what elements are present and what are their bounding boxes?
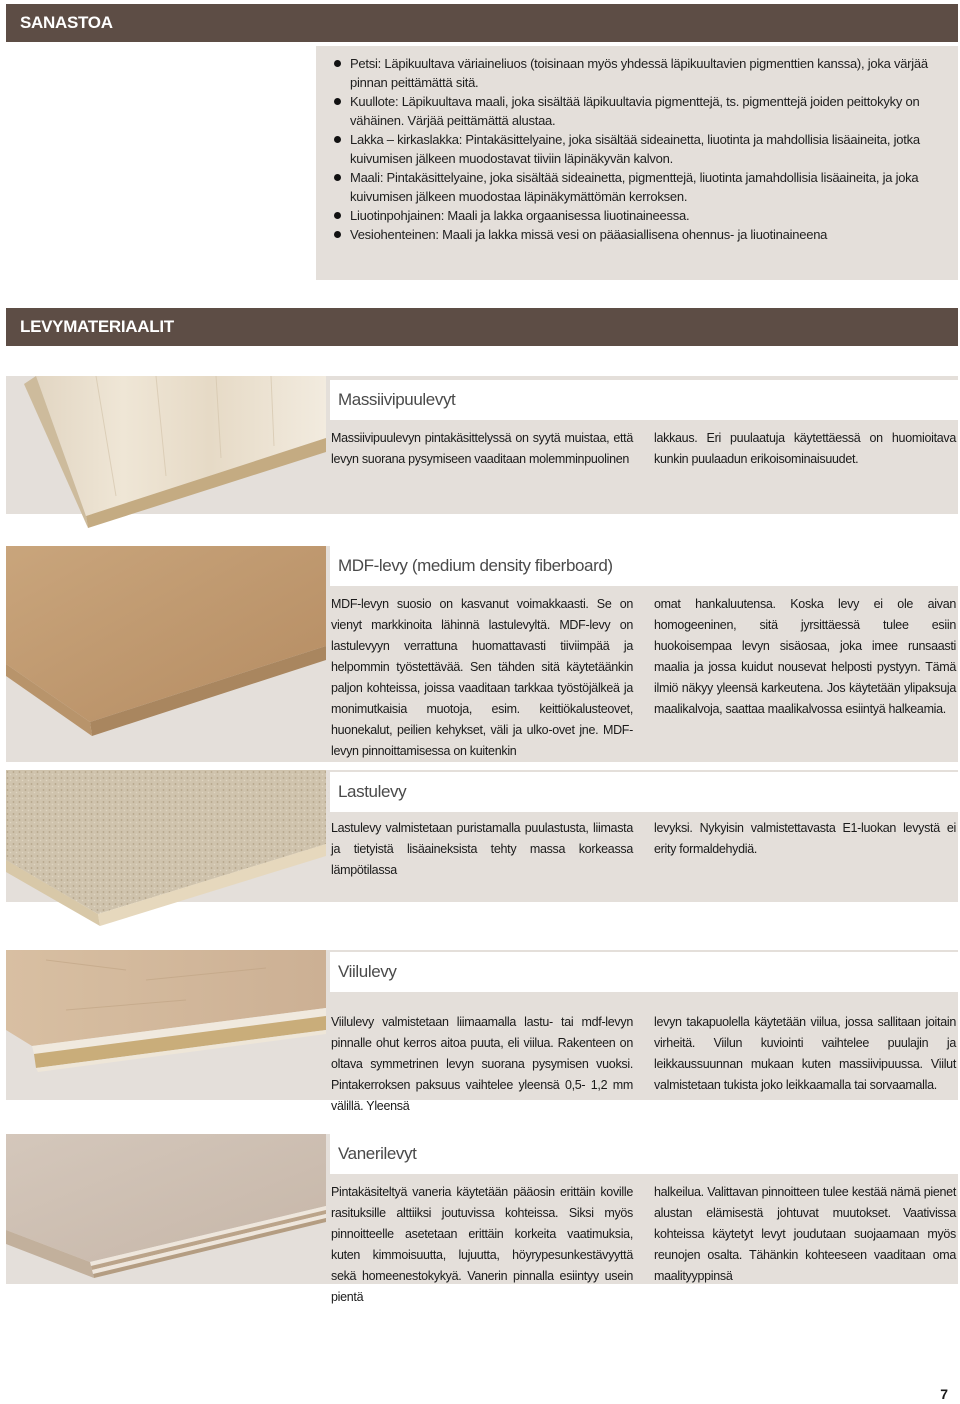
particle-board-image (6, 770, 326, 930)
page-number: 7 (940, 1386, 948, 1402)
material-title: MDF-levy (medium density fiberboard) (330, 546, 958, 586)
veneer-board-image (6, 950, 326, 1090)
material-text-left: Viilulevy valmistetaan liimaamalla lastu- tai mdf-levyn pinnalle ohut kerros aitoa puuta, eli viilua. Rakenteen on oltava symmetrinen levyn suorana pysymisen vuoksi. Pintakerroksen paksuus vaihtelee yleensä 0,5- 1,2 mm välillä. Yleensä (331, 1015, 633, 1113)
plywood-board-image (6, 1134, 326, 1284)
glossary-item: Lakka – kirkaslakka: Pintakäsittelyaine, joka sisältää sideainetta, liuotinta ja mahdollisia lisäaineita, jotka kuivumisen jälkeen muodostavat tiiviin läpinäkyvän kalvon. (334, 130, 944, 168)
glossary-box (316, 46, 958, 280)
glossary-item: Petsi: Läpikuultava väriaineliuos (toisinaan myös yhdessä läpikuultavien pigmenttien kanssa), joka värjää pinnan peittämättä sitä. (334, 54, 944, 92)
material-text-right: omat hankaluutensa. Koska levy ei ole aivan homogeeninen, sitä jyrsittäessä tulee esiin huokoisempaa levyn sisäosaa, joka imee runsaasti maalia ja jossa kuidut nousevat helposti pystyyn. Tämä ilmiö näkyy yleensä karkeutena. Jos käytetään ylipaksuja maalikalvoja, saattaa maalikalvossa esiintyä halkeamia. (654, 597, 956, 716)
glossary-list (334, 54, 944, 244)
section-header-levymateriaalit: LEVYMATERIAALIT (6, 308, 958, 346)
mdf-board-image (6, 546, 326, 742)
material-title: Viilulevy (330, 952, 958, 992)
solid-wood-board-image (6, 376, 326, 544)
glossary-item: Liuotinpohjainen: Maali ja lakka orgaanisessa liuotinaineessa. (334, 206, 944, 225)
material-text-left: Lastulevy valmistetaan puristamalla puulastusta, liimasta ja tietyistä lisäaineksista tehty massa korkeassa lämpötilassa (331, 821, 633, 877)
material-text-right: halkeilua. Valittavan pinnoitteen tulee kestää nämä pienet alustan elämisestä johtuvat muutokset. Vaativissa kohteissa käytetyt levyt joudutaan suojaamaan myös reunojen osalta. Tähänkin kohteeseen vaaditaan oma maalityyppinsä (654, 1185, 956, 1283)
glossary-item: Maali: Pintakäsittelyaine, joka sisältää sideainetta, pigmenttejä, liuotinta jamahdollisia lisäaineita, ja joka kuivumisen jälkeen muodostaa läpinäkymättömän kerroksen. (334, 168, 944, 206)
section-header-sanastoa: SANASTOA (6, 4, 958, 42)
material-text-right: levyn takapuolella käytetään viilua, jossa sallitaan joitain virheitä. Viilun kuviointi vaihtelee puulajin ja leikkaussuunnan mukaan kuten massiivipuussa. Viilut valmistetaan tukista joko leikkaamalla tai sorvaamalla. (654, 1015, 956, 1092)
material-title: Lastulevy (330, 772, 958, 812)
material-text-right: lakkaus. Eri puulaatuja käytettäessä on huomioitava kunkin puulaadun erikoisominaisuudet. (654, 431, 956, 466)
glossary-item: Vesiohenteinen: Maali ja lakka missä vesi on pääasiallisena ohennus- ja liuotinaineena (334, 225, 944, 244)
glossary-item: Kuullote: Läpikuultava maali, joka sisältää läpikuultavia pigmenttejä, ts. pigmenttejä joiden peittokyky on vähäinen. Värjää peittämättä alustaa. (334, 92, 944, 130)
material-text-left: MDF-levyn suosio on kasvanut voimakkaasti. Se on vienyt markkinoita lähinnä lastulevyltä. MDF-levy on lastulevyyn verrattuna huomattavasti tiiviimpää ja helpommin työstettävää. Sen tähden sitä käytetäänkin paljon kohteissa, joissa vaaditaan tarkkaa työstöjälkeä ja monimutkaisia muotoja, esim. keittiökalusteovet, huonekalut, peilien kehykset, väli ja ulko-ovet jne. MDF-levyn pinnoittamisessa on kuitenkin (331, 597, 633, 758)
material-title: Massiivipuulevyt (330, 380, 958, 420)
material-title: Vanerilevyt (330, 1134, 958, 1174)
material-text-right: levyksi. Nykyisin valmistettavasta E1-luokan levystä ei erity formaldehydiä. (654, 821, 956, 856)
material-text-left: Pintakäsiteltyä vaneria käytetään pääosin erittäin koville rasituksille alttiiksi joutuvissa kohteissa. Siksi myös pinnoitteelle asetetaan erittäin korkeita vaatimuksia, kuten kimmoisuutta, lujuutta, höyrypesunkestävyyttä sekä homeenestokykyä. Vanerin pinnalla esiintyy usein pientä (331, 1185, 633, 1304)
material-text-left: Massiivipuulevyn pintakäsittelyssä on syytä muistaa, että levyn suorana pysymiseen vaaditaan molemminpuolinen (331, 431, 633, 466)
